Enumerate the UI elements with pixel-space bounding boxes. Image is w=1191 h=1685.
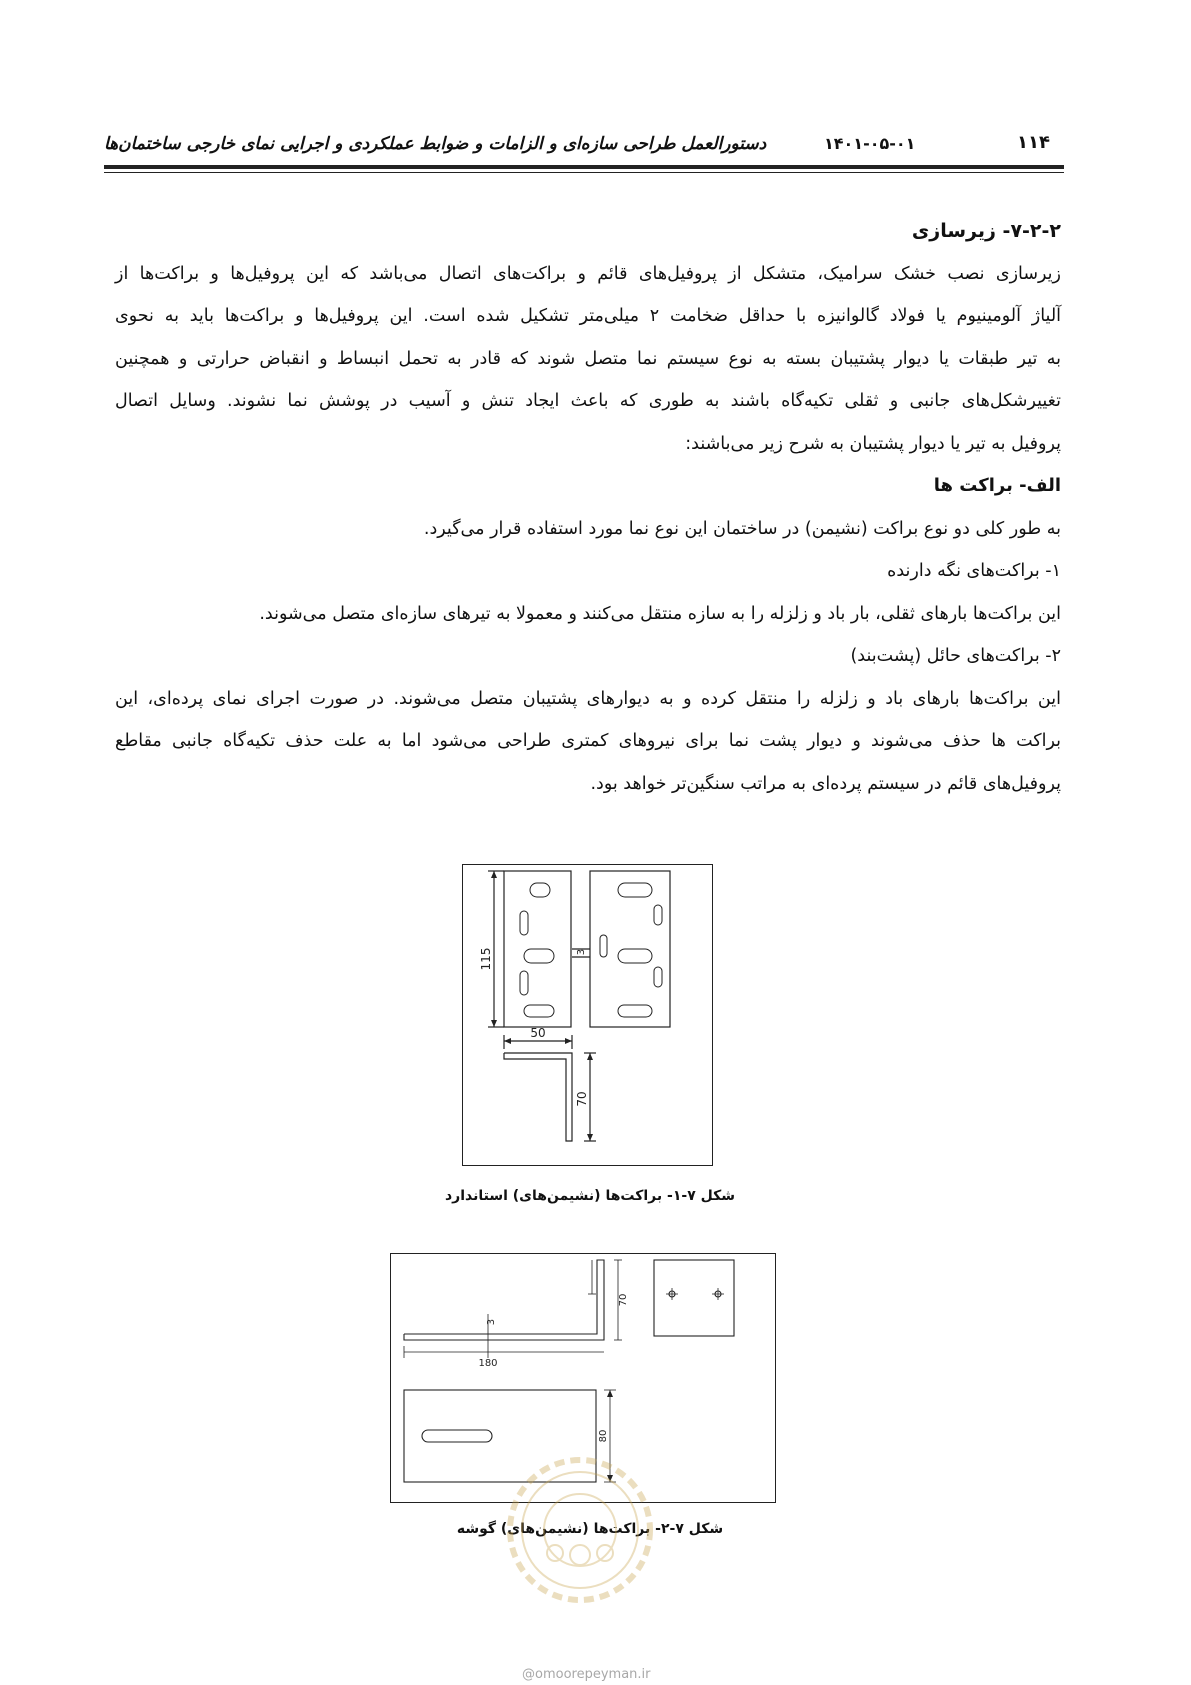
section-body (115, 210, 1061, 805)
header-date: ۱۴۰۱-۰۵-۰۱ (824, 134, 916, 153)
dim-height-label: 115 (479, 947, 493, 971)
paragraph-line: این براکت‌ها بارهای باد و زلزله را منتقل کرده و به دیوارهای پشتیبان متصل می‌شوند. در صورت اجرای نمای پرده‌ای، این (115, 688, 1061, 709)
paragraph-line: تغییرشکل‌های جانبی و ثقلی تکیه‌گاه باشند به طوری که باعث ایجاد تنش و آسیب در پوشش نما نشوند. وسایل اتصال (115, 391, 1061, 411)
fig2-dim-length-label: 180 (478, 1358, 498, 1369)
subheading: الف- براکت ها (933, 475, 1061, 496)
intro-line: به طور کلی دو نوع براکت (نشیمن) در ساختمان این نوع نما مورد استفاده قرار می‌گیرد. (423, 518, 1061, 539)
paragraph-line: زیرسازی نصب خشک سرامیک، متشکل از پروفیل‌های قائم و براکت‌های اتصال می‌باشد که این پروفیل‌ها و براکت‌ها از (115, 263, 1061, 284)
fig2-dim-thickness-label: 3 (486, 1318, 497, 1326)
paragraph-line: آلیاژ آلومینیوم یا فولاد گالوانیزه با حداقل ضخامت ۲ میلی‌متر تشکیل شده است. این پروفیل‌ها و براکت‌ها باید به نحوی (115, 306, 1062, 326)
paragraph-line: پروفیل به تیر یا دیوار پشتیبان به شرح زیر می‌باشند: (685, 433, 1061, 454)
header-title: دستورالعمل طراحی سازه‌ای و الزامات و ضوابط عملکردی و اجرایی نمای خارجی ساختمان‌ها (104, 134, 767, 154)
dim-gap-label: 3 (576, 948, 587, 956)
fig2-dim-leg-label: 70 (618, 1293, 629, 1307)
page-number: ۱۱۴ (1017, 132, 1050, 153)
dim-width-label: 50 (530, 1026, 546, 1040)
dim-leg-label: 70 (575, 1091, 589, 1107)
header-rule-thin (104, 172, 1064, 173)
paragraph-line: پروفیل‌های قائم در سیستم پرده‌ای به مراتب سنگین‌تر خواهد بود. (590, 773, 1061, 794)
watermark-logo (505, 1455, 655, 1605)
item1-text: این براکت‌ها بارهای ثقلی، بار باد و زلزله را به سازه منتقل می‌کنند و معمولا به تیرهای سازه‌ای متصل می‌شوند. (259, 603, 1061, 624)
figure1-caption: شکل ۷-۱- براکت‌ها (نشیمن‌های) استاندارد (444, 1188, 736, 1204)
header-rule-thick (104, 165, 1064, 169)
paragraph-line: براکت ها حذف می‌شوند و دیوار پشت نما برای نیروهای کمتری طراحی می‌شود اما به علت حذف تکیه‌گاه جانبی مقاطع (115, 731, 1061, 751)
fig2-dim-plate-label: 80 (598, 1429, 609, 1443)
item2-title: ۲- براکت‌های حائل (پشت‌بند) (850, 646, 1061, 666)
page-header (104, 128, 1064, 158)
figure1-drawing (462, 864, 713, 1166)
paragraph-line: به تیر طبقات یا دیوار پشتیبان بسته به نوع سیستم نما متصل شوند که قادر به تحمل انبساط و انقباض حرارتی و همچنین (115, 348, 1061, 369)
section-heading: ۷-۲-۲- زیرسازی (911, 220, 1061, 242)
item1-title: ۱- براکت‌های نگه دارنده (887, 561, 1061, 581)
gear-seal-icon (505, 1455, 655, 1605)
figure2-caption: شکل ۷-۲- براکت‌ها (نشیمن‌های) گوشه (456, 1521, 724, 1537)
watermark-url: @omoorepeyman.ir (522, 1667, 651, 1682)
standard-bracket-drawing (464, 865, 712, 1164)
